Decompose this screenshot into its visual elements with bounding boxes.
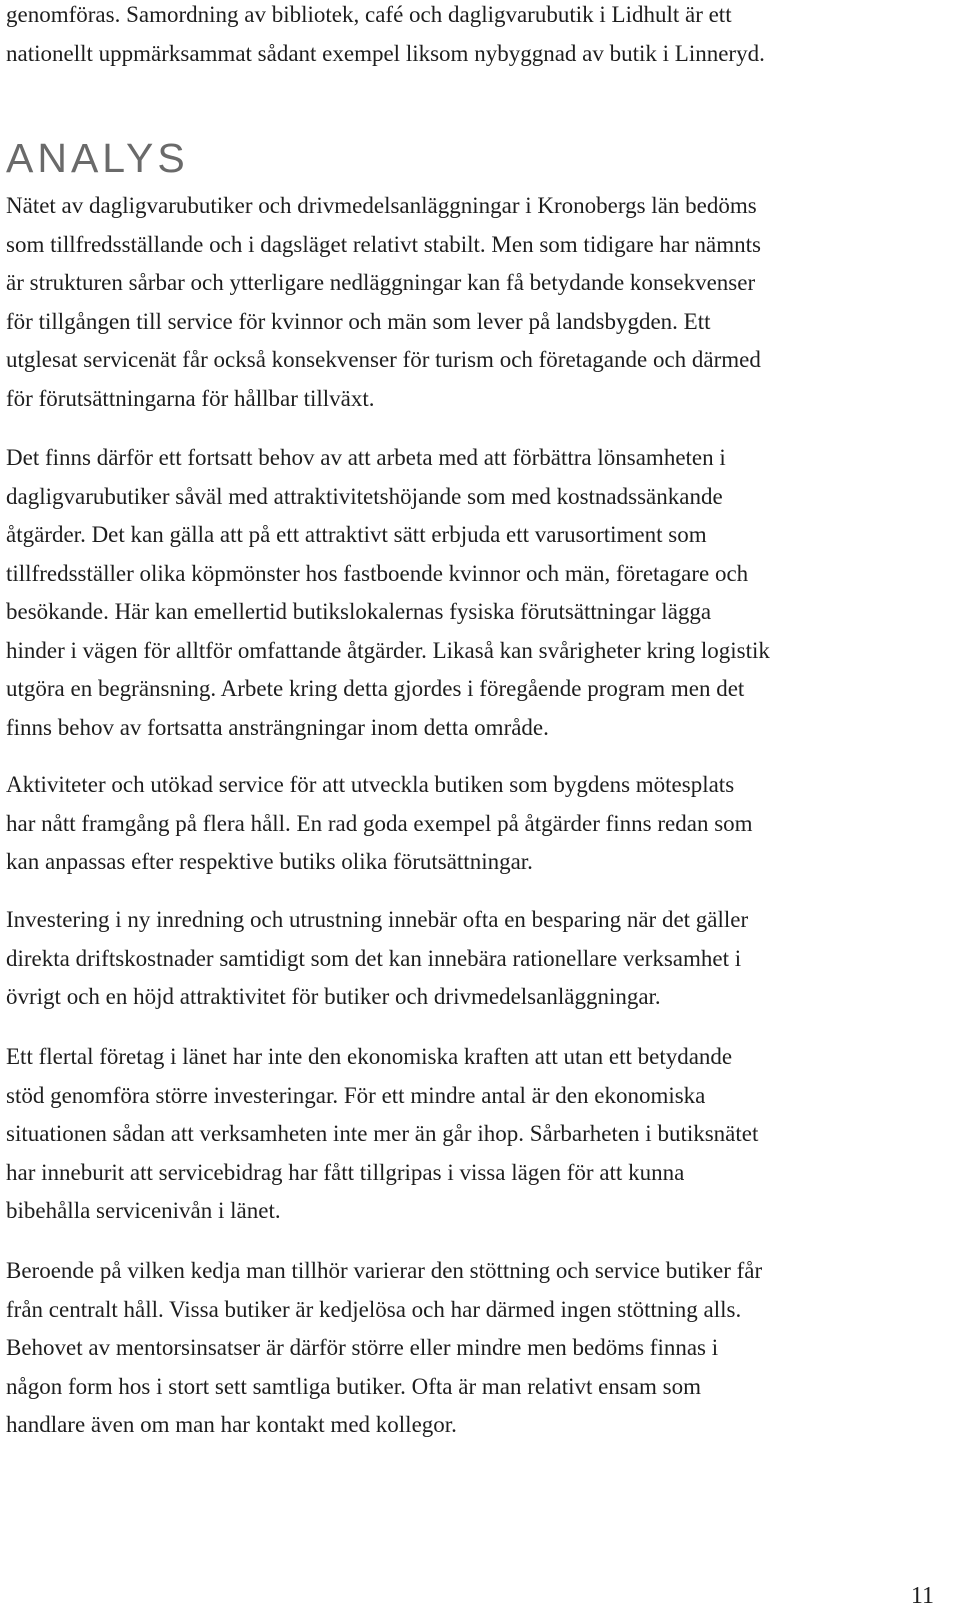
text-line: tillfredsställer olika köpmönster hos fastboende kvinnor och män, företagare och [6,560,749,586]
text-line: finns behov av fortsatta ansträngningar inom detta område. [6,714,549,740]
document-page [6,0,946,1613]
text-line: Det finns därför ett fortsatt behov av att arbeta med att förbättra lönsamheten i [6,445,726,470]
text-line: direkta driftskostnader samtidigt som det kan innebära rationellare verksamhet i [6,945,742,971]
text-line: Aktiviteter och utökad service för att utveckla butiken som bygdens mötesplats [6,772,735,797]
paragraph-4 [6,901,748,1017]
text-line: Ett flertal företag i länet har inte den ekonomiska kraften att utan ett betydande [6,1044,733,1069]
text-line: bibehålla servicenivån i länet. [6,1198,281,1223]
text-line: kan anpassas efter respektive butiks olika förutsättningar. [6,849,533,874]
text-line: för tillgången till service för kvinnor och män som lever på landsbygden. Ett [6,308,711,334]
section-heading: ANALYS [6,135,189,181]
text-line: nationellt uppmärksammat sådant exempel liksom nybyggnad av butik i Linneryd. [6,40,765,66]
text-line: stöd genomföra större investeringar. För ett mindre antal är den ekonomiska [6,1082,706,1108]
text-line: dagligvarubutiker såväl med attraktivitetshöjande som med kostnadssänkande [6,483,723,509]
text-line: som tillfredsställande och i dagsläget relativt stabilt. Men som tidigare har nämnts [6,231,761,257]
text-line: Nätet av dagligvarubutiker och drivmedelsanläggningar i Kronobergs län bedöms [6,193,757,218]
text-line: övrigt och en höjd attraktivitet för butiker och drivmedelsanläggningar. [6,984,661,1009]
intro-paragraph [6,0,765,73]
text-line: Beroende på vilken kedja man tillhör varierar den stöttning och service butiker får [6,1258,763,1283]
text-line: åtgärder. Det kan gälla att på ett attraktivt sätt erbjuda ett varusortiment som [6,522,707,547]
text-line: besökande. Här kan emellertid butikslokalernas fysiska förutsättningar lägga [6,599,712,624]
text-line: har inneburit att servicebidrag har fått tillgripas i vissa lägen för att kunna [6,1159,685,1185]
text-line: situationen sådan att verksamheten inte mer än går ihop. Sårbarheten i butiksnätet [6,1121,759,1146]
text-line: handlare även om man har kontakt med kollegor. [6,1412,457,1437]
text-line: hinder i vägen för alltför omfattande åtgärder. Likaså kan svårigheter kring logistik [6,637,770,663]
text-line: för förutsättningarna för hållbar tillväxt. [6,385,375,411]
text-line: utglesat servicenät får också konsekvenser för turism och företagande och därmed [6,347,761,372]
text-line: Behovet av mentorsinsatser är därför större eller mindre men bedöms finnas i [6,1335,719,1360]
text-line: från centralt håll. Vissa butiker är kedjelösa och har därmed ingen stöttning alls. [6,1296,742,1322]
text-line: genomföras. Samordning av bibliotek, café och dagligvarubutik i Lidhult är ett [6,2,732,27]
paragraph-6 [6,1252,762,1445]
paragraph-1 [6,187,761,418]
paragraph-5 [6,1038,758,1231]
paragraph-3 [6,766,753,882]
paragraph-2 [6,439,770,747]
text-line: någon form hos i stort sett samtliga butiker. Ofta är man relativt ensam som [6,1373,701,1399]
text-line: är strukturen sårbar och ytterligare nedläggningar kan få betydande konsekvenser [6,270,756,295]
page-number: 11 [910,1583,934,1609]
text-line: har nått framgång på flera håll. En rad goda exempel på åtgärder finns redan som [6,810,753,836]
text-line: utgöra en begränsning. Arbete kring detta gjordes i föregående program men det [6,676,745,701]
text-line: Investering i ny inredning och utrustning innebär ofta en besparing när det gäller [6,907,749,932]
